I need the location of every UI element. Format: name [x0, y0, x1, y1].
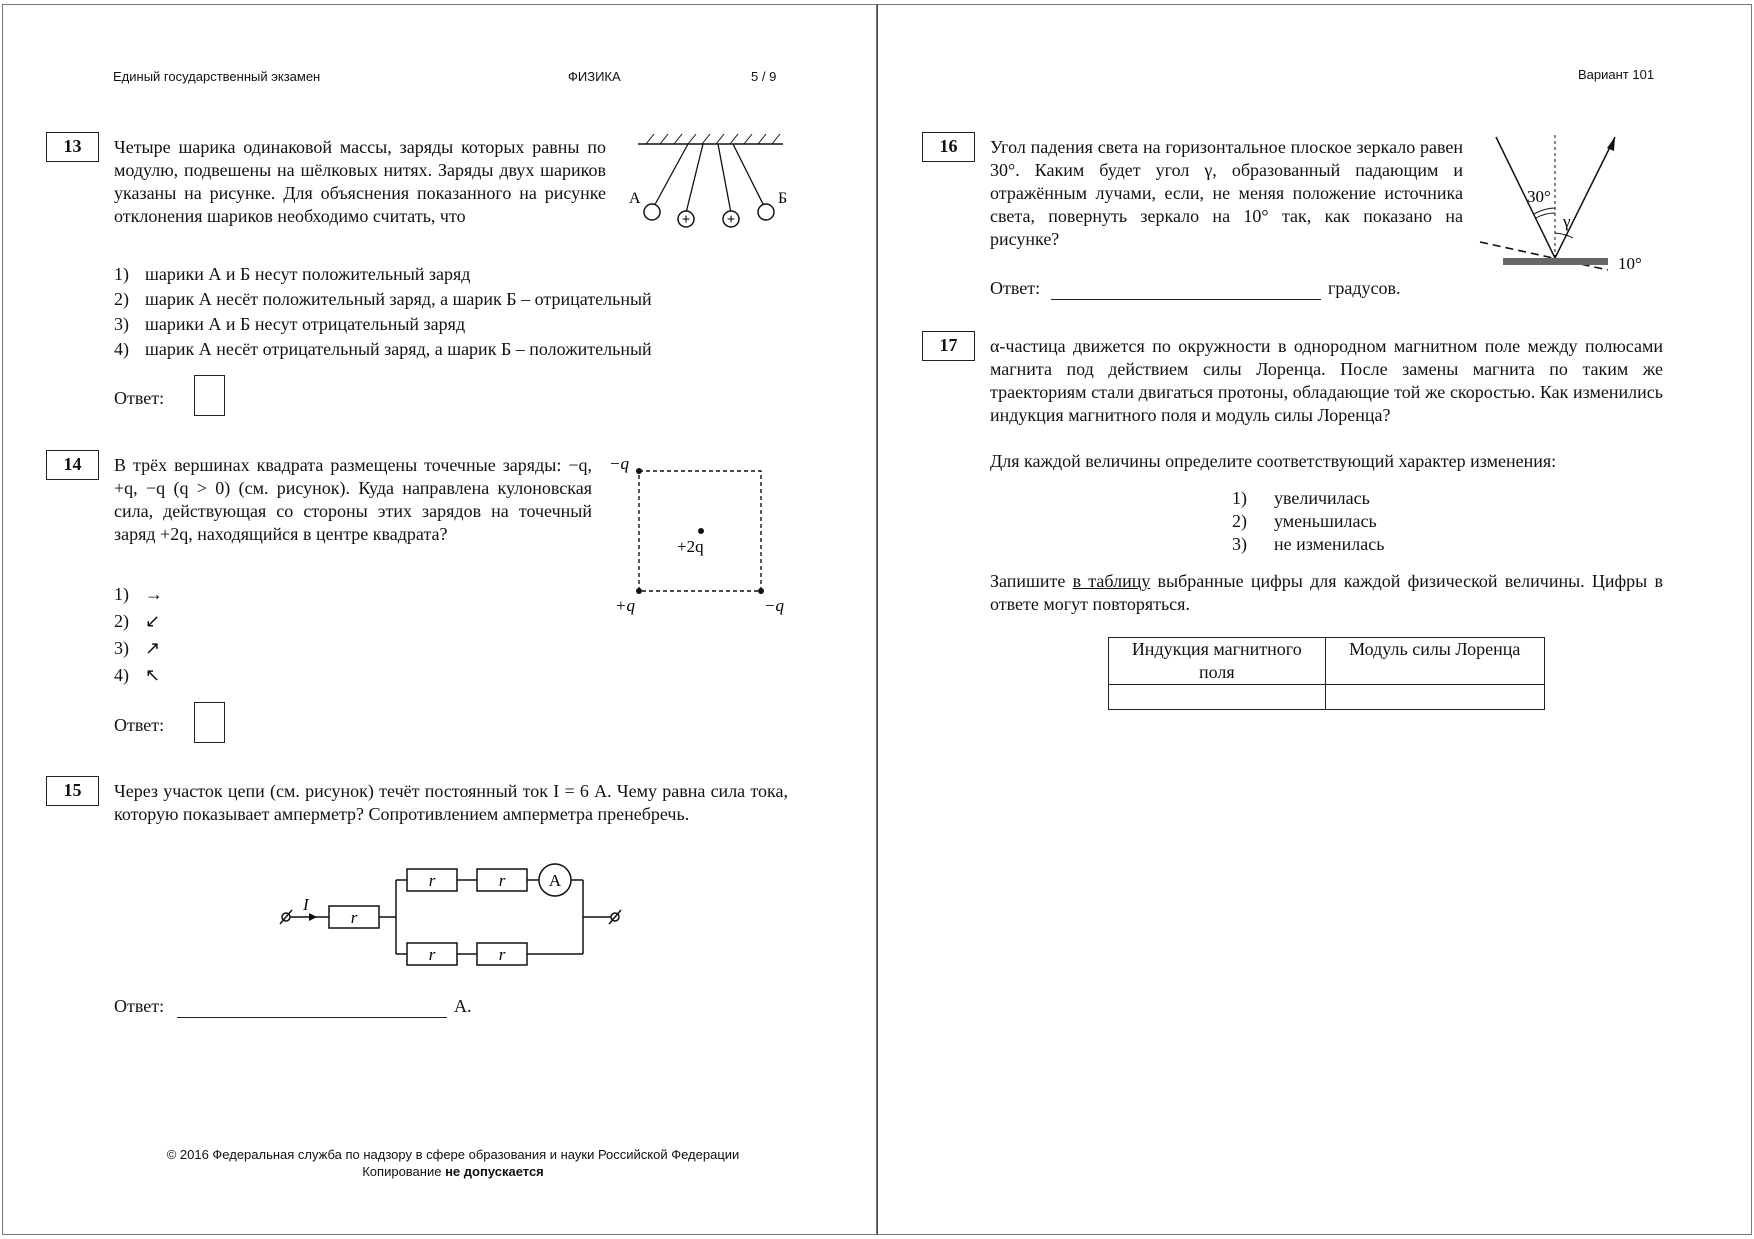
question-17-text: α-частица движется по окружности в однородном магнитном поле между полюсами магнита под действием силы Лоренца. После замены магнита по таким же траекториям стали двигаться протоны, обладающие той же скоростью. Как изменились индукция магнитного поля и модуль силы Лоренца? — [990, 336, 1663, 425]
q14-answer-box[interactable] — [194, 702, 225, 743]
q15-answer-unit: А. — [454, 996, 472, 1016]
table-header-lorentz: Модуль силы Лоренца — [1325, 638, 1544, 685]
q17-answer-table — [1108, 637, 1545, 710]
q17-option-1: 1) увеличилась — [1232, 488, 1370, 508]
question-15-number: 15 — [46, 776, 99, 806]
angle-30-label: 30° — [1527, 187, 1551, 206]
q16-answer-line[interactable] — [1051, 280, 1321, 300]
question-14-text: В трёх вершинах квадрата размещены точечные заряды: −q, +q, −q (q > 0) (см. рисунок). Куда направлена кулоновская сила, действующая со стороны этих зарядов на точечный заряд +2q, находящийся в центре квадрата? — [114, 455, 592, 544]
answer-cell-lorentz[interactable] — [1325, 685, 1544, 710]
question-16-text: Угол падения света на горизонтальное плоское зеркало равен 30°. Каким будет угол γ, образованный падающим и отражённым лучами, если, не меняя положение источника света, повернуть зеркало на 10° так, как показано на рисунке? — [990, 137, 1463, 249]
q14-option-4: 4) ↖ — [114, 665, 161, 685]
q13-answer-label: Ответ: — [114, 388, 165, 408]
question-13-number: 13 — [46, 132, 99, 162]
label-a: А — [629, 190, 641, 207]
table-header-induction: Индукция магнитного поля — [1109, 638, 1326, 685]
svg-text:+: + — [726, 212, 736, 228]
q13-option-2: 2) шарик А несёт положительный заряд, а шарик Б – отрицательный — [114, 289, 652, 309]
current-label: I — [303, 895, 309, 914]
question-17-instruction: Для каждой величины определите соответствующий характер изменения: — [990, 451, 1557, 471]
q17-write-instruction: Запишите в таблицу выбранные цифры для каждой физической величины. Цифры в ответе могут повторяться. — [990, 571, 1663, 614]
resistor-1: r — [350, 908, 358, 927]
q14-figure — [603, 451, 798, 616]
q14-option-3: 3) ↗ — [114, 638, 161, 658]
subject-title: ФИЗИКА — [568, 69, 621, 84]
question-15-text: Через участок цепи (см. рисунок) течёт постоянный ток I = 6 А. Чему равна сила тока, которую показывает амперметр? Сопротивлением амперметра пренебречь. — [114, 781, 788, 824]
ball-a — [644, 204, 660, 220]
q15-answer-label: Ответ: — [114, 996, 165, 1016]
charge-center: +2q — [677, 537, 704, 556]
q13-option-1: 1) шарики А и Б несут положительный заряд — [114, 264, 471, 284]
ball-plus-left — [678, 211, 694, 228]
charge-top-left: −q — [609, 454, 629, 473]
variant-label: Вариант 101 — [1578, 67, 1655, 82]
footer-copy-notice: Копирование не допускается — [362, 1164, 544, 1179]
resistor-5: r — [498, 945, 506, 964]
q15-circuit — [271, 860, 631, 970]
table-link: в таблицу — [1072, 571, 1151, 591]
angle-10-label: 10° — [1618, 254, 1642, 273]
question-14-number: 14 — [46, 450, 99, 480]
answer-cell-induction[interactable] — [1109, 685, 1326, 710]
charge-bottom-left: +q — [615, 596, 635, 615]
exam-title: Единый государственный экзамен — [113, 69, 321, 84]
resistor-2: r — [428, 871, 436, 890]
q14-answer-label: Ответ: — [114, 715, 165, 735]
footer-copyright: © 2016 Федеральная служба по надзору в сфере образования и науки Российской Федерации — [166, 1147, 740, 1162]
ball-b — [758, 204, 774, 220]
q17-option-2: 2) уменьшилась — [1232, 511, 1377, 531]
q16-answer-unit: градусов. — [1328, 278, 1401, 298]
q16-answer-label: Ответ: — [990, 278, 1041, 298]
q13-figure — [618, 129, 798, 239]
q15-answer-line[interactable] — [177, 998, 447, 1018]
gamma-label: γ — [1563, 212, 1571, 231]
label-b: Б — [778, 190, 788, 207]
question-13-text: Четыре шарика одинаковой массы, заряды которых равны по модулю, подвешены на шёлковых нитях. Заряды двух шариков указаны на рисунке. Для объяснения показанного на рисунке отклонения шариков необходимо считать, что — [114, 137, 606, 226]
q13-option-3: 3) шарики А и Б несут отрицательный заряд — [114, 314, 466, 334]
left-page — [2, 4, 877, 1235]
right-page — [877, 4, 1752, 1235]
footer — [73, 1146, 833, 1180]
question-17-number: 17 — [922, 331, 975, 361]
q16-figure — [1478, 130, 1668, 280]
q14-option-1: 1) → — [114, 584, 163, 604]
q17-option-3: 3) не изменилась — [1232, 534, 1385, 554]
ammeter-icon: A — [548, 871, 562, 890]
q13-answer-box[interactable] — [194, 375, 225, 416]
svg-text:+: + — [681, 212, 691, 228]
resistor-3: r — [498, 871, 506, 890]
q14-option-2: 2) ↙ — [114, 611, 161, 631]
question-16-number: 16 — [922, 132, 975, 162]
page-number: 5 / 9 — [751, 69, 777, 84]
charge-bottom-right: −q — [764, 596, 784, 615]
resistor-4: r — [428, 945, 436, 964]
q13-option-4: 4) шарик А несёт отрицательный заряд, а шарик Б – положительный — [114, 339, 652, 359]
ball-plus-right — [723, 211, 739, 228]
